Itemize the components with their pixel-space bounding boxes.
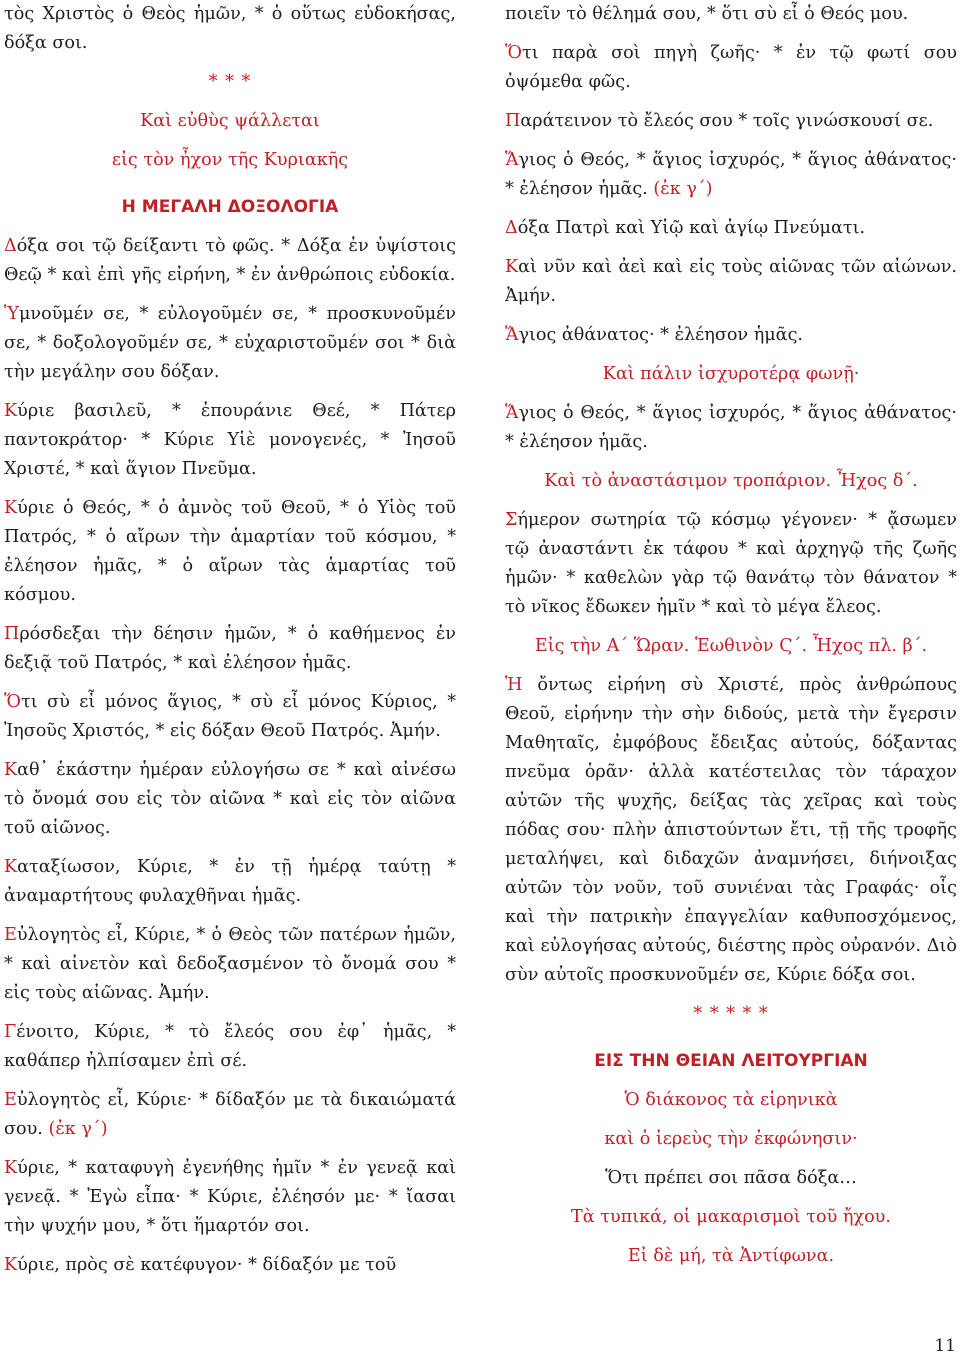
verse-initial: Κ (4, 498, 18, 518)
verse-initial: Ἅ (505, 150, 519, 170)
verse-initial: Ὅ (505, 43, 522, 63)
hymn-verse (4, 921, 456, 1008)
verse-text: τι παρὰ σοὶ πηγὴ ζωῆς· * ἐν τῷ φωτί σου ὀψόμεθα φῶς. (505, 43, 957, 92)
section-heading: ΕΙΣ ΤΗΝ ΘΕΙΑΝ ΛΕΙΤΟΥΡΓΙΑΝ (594, 1051, 868, 1071)
verse-initial: Ἡ (505, 675, 523, 695)
verse-initial: Γ (4, 1022, 17, 1042)
verse-text: αὶ νῦν καὶ ἀεὶ καὶ εἰς τοὺς αἰῶνας τῶν αἰώνων. Ἀμήν. (505, 257, 957, 306)
verse-text: γιος ὁ Θεός, * ἅγιος ἰσχυρός, * ἅγιος ἀθάνατος· * ἐλέησον ἡμᾶς. (505, 150, 957, 199)
hymn-verse (505, 0, 957, 29)
page-number: 11 (934, 1336, 956, 1356)
verse-text: ὐλογητὸς εἶ, Κύριε, * ὁ Θεὸς τῶν πατέρων ἡμῶν, * καὶ αἰνετὸν καὶ δεδοξασμένον τὸ ὄνομά σου * εἰς τοὺς αἰῶνας. Ἀμήν. (4, 925, 456, 1003)
hymn-verse (505, 671, 957, 990)
verse-text: αταξίωσον, Κύριε, * ἐν τῇ ἡμέρᾳ ταύτῃ * ἀναμαρτήτους φυλαχθῆναι ἡμᾶς. (4, 857, 456, 906)
exclamation-line: Ὅτι πρέπει σοι πᾶσα δόξα… (605, 1168, 857, 1188)
verse-text: μνοῦμέν σε, * εὐλογοῦμέν σε, * προσκυνοῦμέν σε, * δοξολογοῦμέν σε, * εὐχαριστοῦμέν σοι * διὰ τὴν μεγάλην σου δόξαν. (4, 304, 456, 382)
verse-initial: Δ (505, 218, 518, 238)
hymn-verse (4, 232, 456, 290)
verse-initial: Κ (4, 857, 18, 877)
verse-text: τι σὺ εἶ μόνος ἅγιος, * σὺ εἶ μόνος Κύριος, * Ἰησοῦς Χριστός, * εἰς δόξαν Θεοῦ Πατρός. Ἀμήν. (4, 692, 456, 741)
verse-repeat-note: (ἐκ γ´) (647, 179, 713, 199)
rubric-line: Καὶ εὐθὺς ψάλλεται (140, 111, 320, 131)
hymn-verse (4, 397, 456, 484)
hymn-verse (505, 107, 957, 136)
left-column (4, 0, 456, 1290)
section-heading: Η ΜΕΓΑΛΗ ΔΟΞΟΛΟΓΙΑ (121, 197, 339, 217)
verse-repeat-note: (ἐκ γ´) (42, 1119, 108, 1139)
hymn-verse (505, 399, 957, 457)
verse-text: ήμερον σωτηρία τῷ κόσμῳ γέγονεν· * ᾄσωμεν τῷ ἀναστάντι ἐκ τάφου * καὶ ἀρχηγῷ τῆς ζωῆς ἡμῶν· * καθελὼν γὰρ τῷ θανάτῳ τὸν θάνατον * τὸ νῖκος ἔδωκεν ἡμῖν * καὶ τὸ μέγα ἔλεος. (505, 510, 957, 617)
hymn-verse (505, 506, 957, 622)
hymn-verse (505, 39, 957, 97)
hymn-verse (4, 853, 456, 911)
verse-initial: Δ (4, 236, 17, 256)
verse-text: όξα Πατρὶ καὶ Υἱῷ καὶ ἁγίῳ Πνεύματι. (517, 218, 866, 238)
verse-initial: Ἅ (505, 325, 519, 345)
hymn-verse (4, 756, 456, 843)
hymn-verse (505, 214, 957, 243)
verse-initial: Ε (4, 925, 17, 945)
rubric-line: Ὁ διάκονος τὰ εἰρηνικὰ (624, 1090, 838, 1110)
verse-text: ύριε, πρὸς σὲ κατέφυγον· * δίδαξόν με τοῦ (17, 1255, 397, 1275)
verse-text: τὸς Χριστὸς ὁ Θεὸς ἡμῶν, * ὁ οὕτως εὐδοκήσας, δόξα σοι. (4, 4, 456, 53)
verse-initial: Κ (4, 760, 18, 780)
hymn-verse (4, 1018, 456, 1076)
rubric-line: Εἰ δὲ μή, τὰ Ἀντίφωνα. (627, 1246, 835, 1266)
verse-text: ύριε, * καταφυγὴ ἐγενήθης ἡμῖν * ἐν γενεᾷ καὶ γενεᾷ. * Ἐγὼ εἶπα· * Κύριε, ἐλέησόν με· * ἴασαι τὴν ψυχήν μου, * ὅτι ἥμαρτόν σοι. (4, 1158, 456, 1236)
verse-initial: Ε (4, 1090, 17, 1110)
hymn-verse (4, 494, 456, 610)
verse-initial: Π (505, 111, 521, 131)
verse-text: ποιεῖν τὸ θέλημά σου, * ὅτι σὺ εἶ ὁ Θεός μου. (505, 4, 909, 24)
hymn-verse (505, 321, 957, 350)
verse-initial: Ὅ (4, 692, 21, 712)
hymn-verse (4, 1086, 456, 1144)
hymn-verse (4, 0, 456, 58)
verse-initial: Π (4, 624, 20, 644)
rubric-line: εἰς τὸν ἦχον τῆς Κυριακῆς (111, 150, 349, 170)
verse-text: ύριε βασιλεῦ, * ἐπουράνιε Θεέ, * Πάτερ παντοκράτορ· * Κύριε Υἱὲ μονογενές, * Ἰησοῦ Χριστέ, * καὶ ἅγιον Πνεῦμα. (4, 401, 456, 479)
verse-text: ὄντως εἰρήνη σὺ Χριστέ, πρὸς ἀνθρώπους Θεοῦ, εἰρήνην τὴν σὴν διδούς, μετὰ τὴν ἔγερσιν Μαθηταῖς, ἐμφόβους ἔδειξας αὐτούς, δόξαντας πνεῦμα ὁρᾶν· ἀλλὰ κατέστειλας τὸν τάραχον αὐτῶν τῆς ψυχῆς, δείξας τὰς χεῖρας καὶ τοὺς πόδας σου· πλὴν ἀπιστούντων ἔτι, τῇ τῆς τροφῆς μεταλήψει, καὶ διδαχῶν ἀναμνήσει, διήνοιξας αὐτῶν τὸν νοῦν, τοῦ συνιέναι τὰς Γραφάς· οἷς καὶ τὴν πατρικὴν ἐπαγγελίαν καθυποσχόμενος, καὶ εὐλογήσας αὐτούς, διέστης πρὸς οὐρανόν. Διὸ σὺν αὐτοῖς προσκυνοῦμέν σε, Κύριε δόξα σοι. (505, 675, 957, 985)
hymn-verse (505, 146, 957, 204)
rubric-line: Εἰς τὴν Α´ Ὥραν. Ἑωθινὸν Ϛ´. Ἦχος πλ. β´. (534, 636, 928, 656)
hymn-verse (505, 253, 957, 311)
verse-text: γιος ὁ Θεός, * ἅγιος ἰσχυρός, * ἅγιος ἀθάνατος· * ἐλέησον ἡμᾶς. (505, 403, 957, 452)
verse-text: ρόσδεξαι τὴν δέησιν ἡμῶν, * ὁ καθήμενος ἐν δεξιᾷ τοῦ Πατρός, * καὶ ἐλέησον ἡμᾶς. (4, 624, 456, 673)
verse-initial: Ὑ (4, 304, 19, 324)
verse-text: όξα σοι τῷ δείξαντι τὸ φῶς. * Δόξα ἐν ὑψίστοις Θεῷ * καὶ ἐπὶ γῆς εἰρήνη, * ἐν ἀνθρώποις εὐδοκία. (4, 236, 456, 285)
verse-initial: Ἅ (505, 403, 519, 423)
hymn-verse (4, 1154, 456, 1241)
verse-initial: Κ (4, 1158, 18, 1178)
verse-initial: Κ (4, 401, 18, 421)
hymn-verse (4, 620, 456, 678)
section-divider-stars: * * * (208, 72, 252, 92)
verse-text: ύριε ὁ Θεός, * ὁ ἀμνὸς τοῦ Θεοῦ, * ὁ Υἱὸς τοῦ Πατρός, * ὁ αἴρων τὴν ἁμαρτίαν τοῦ κόσμου, * ἐλέησον ἡμᾶς, * ὁ αἴρων τὰς ἁμαρτίας τοῦ κόσμου. (4, 498, 456, 605)
verse-initial: Κ (505, 257, 519, 277)
section-divider-stars: * * * * * (693, 1004, 769, 1024)
verse-initial: Κ (4, 1255, 18, 1275)
verse-text: αθ᾽ ἑκάστην ἡμέραν εὐλογήσω σε * καὶ αἰνέσω τὸ ὄνομά σου εἰς τὸν αἰῶνα * καὶ εἰς τὸν αἰῶνα τοῦ αἰῶνος. (4, 760, 456, 838)
verse-text: ὐλογητὸς εἶ, Κύριε· * δίδαξόν με τὰ δικαιώματά σου. (4, 1090, 456, 1139)
verse-text: γιος ἀθάνατος· * ἐλέησον ἡμᾶς. (518, 325, 804, 345)
hymn-verse (4, 688, 456, 746)
verse-text: ένοιτο, Κύριε, * τὸ ἔλεός σου ἐφ᾽ ἡμᾶς, * καθάπερ ἠλπίσαμεν ἐπὶ σέ. (4, 1022, 456, 1071)
rubric-line: καὶ ὁ ἱερεὺς τὴν ἐκφώνησιν· (604, 1129, 858, 1149)
right-column (505, 0, 957, 1281)
rubric-line: Καὶ τὸ ἀναστάσιμον τροπάριον. Ἦχος δ´. (544, 471, 918, 491)
verse-initial: Σ (505, 510, 518, 530)
rubric-line: Καὶ πάλιν ἰσχυροτέρᾳ φωνῇ· (602, 364, 860, 384)
hymn-verse (4, 300, 456, 387)
verse-text: αράτεινον τὸ ἔλεός σου * τοῖς γινώσκουσί σε. (520, 111, 934, 131)
rubric-line: Τὰ τυπικά, οἱ μακαρισμοὶ τοῦ ἤχου. (571, 1207, 891, 1227)
hymn-verse (4, 1251, 456, 1280)
